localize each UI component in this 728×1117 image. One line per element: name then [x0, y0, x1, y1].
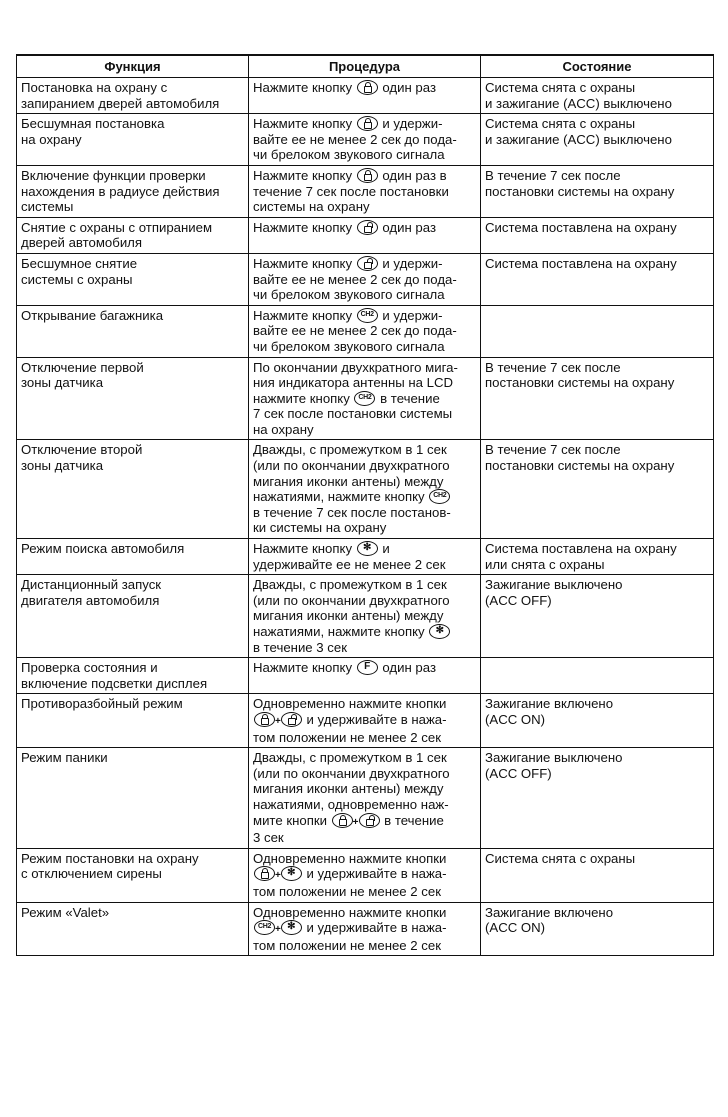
cell-line: течение 7 сек после постановки [253, 183, 449, 199]
function-cell [17, 902, 249, 956]
cell-line: Бесшумная постановка [21, 116, 165, 132]
procedure-cell [249, 575, 481, 658]
cell-line: нажатиями, одновременно наж- [253, 796, 449, 812]
procedure-cell [249, 217, 481, 253]
table-row [17, 357, 714, 440]
cell-line: нажмите кнопку CH2 в течение [253, 390, 440, 406]
cell-line: Бесшумное снятие [21, 255, 138, 271]
state-cell [481, 165, 714, 217]
cell-line: постановки системы на охрану [485, 458, 675, 474]
cell-line: постановки системы на охрану [485, 183, 675, 199]
cell-line: (ACC OFF) [485, 592, 552, 608]
table-row [17, 658, 714, 694]
cell-line: с отключением сирены [21, 866, 162, 882]
procedure-cell [249, 78, 481, 114]
state-cell [481, 305, 714, 357]
procedure-cell [249, 114, 481, 166]
ch2-button-icon: CH2 [254, 920, 275, 935]
asterisk-button-icon: ✻ [429, 624, 450, 639]
cell-line: или снята с охраны [485, 556, 605, 572]
cell-line: Нажмите кнопку F один раз [253, 660, 437, 676]
cell-line: Постановка на охрану с [21, 80, 168, 95]
cell-line: Одновременно нажмите кнопки [253, 904, 447, 920]
table-row [17, 440, 714, 539]
function-cell [17, 114, 249, 166]
cell-line: В течение 7 сек после [485, 359, 621, 375]
cell-line: Отключение второй [21, 442, 143, 458]
cell-line: Проверка состояния и [21, 660, 158, 676]
cell-line: на охрану [21, 131, 82, 147]
cell-line: Зажигание выключено [485, 750, 623, 766]
cell-line: Нажмите кнопку CH2 и удержи- [253, 307, 443, 323]
asterisk-button-icon: ✻ [281, 866, 302, 881]
cell-line: Отключение первой [21, 359, 144, 375]
cell-line: постановки системы на охрану [485, 375, 675, 391]
cell-line: CH2 + ✻ и удерживайте в нажа- [253, 920, 476, 938]
table-body [17, 78, 714, 956]
cell-line: Одновременно нажмите кнопки [253, 696, 447, 712]
state-cell [481, 539, 714, 575]
cell-line: Снятие с охраны с отпиранием [21, 219, 213, 235]
cell-line: том положении не менее 2 сек [253, 883, 441, 899]
state-cell [481, 253, 714, 305]
asterisk-button-icon: ✻ [357, 541, 378, 556]
function-cell [17, 217, 249, 253]
cell-line: зоны датчика [21, 375, 104, 391]
function-cell [17, 539, 249, 575]
cell-line: Нажмите кнопку один раз [253, 219, 437, 235]
cell-line: в течение 7 сек после постанов- [253, 504, 451, 520]
cell-line: зоны датчика [21, 458, 104, 474]
cell-line: дверей автомобиля [21, 235, 143, 251]
cell-line: и зажигание (ACC) выключено [485, 95, 672, 111]
cell-line: Режим поиска автомобиля [21, 541, 185, 557]
cell-line: Система снята с охраны [485, 116, 636, 132]
procedure-cell [249, 165, 481, 217]
state-cell [481, 114, 714, 166]
cell-line: системы на охрану [253, 199, 370, 215]
procedure-cell [249, 440, 481, 539]
cell-line: Нажмите кнопку и удержи- [253, 116, 443, 132]
function-cell [17, 357, 249, 440]
lock-closed-icon [357, 168, 378, 183]
cell-line: Нажмите кнопку один раз [253, 80, 437, 95]
lock-closed-icon [357, 80, 378, 95]
header-state: Состояние [481, 55, 714, 78]
function-cell [17, 305, 249, 357]
cell-line: мигания иконки антены) между [253, 781, 444, 797]
cell-line: Зажигание выключено [485, 577, 623, 593]
cell-line: Противоразбойный режим [21, 696, 183, 712]
cell-line: системы с охраны [21, 271, 133, 287]
function-cell [17, 658, 249, 694]
function-cell [17, 78, 249, 114]
lock-closed-icon [254, 866, 275, 881]
function-cell [17, 748, 249, 849]
cell-line: + и удерживайте в нажа- [253, 712, 476, 730]
procedure-cell [249, 658, 481, 694]
lock-closed-icon [332, 813, 353, 828]
cell-line: Система снята с охраны [485, 850, 636, 866]
table-row [17, 253, 714, 305]
cell-line: В течение 7 сек после [485, 442, 621, 458]
state-cell [481, 217, 714, 253]
procedure-cell [249, 539, 481, 575]
state-cell [481, 357, 714, 440]
cell-line: чи брелоком звукового сигнала [253, 287, 445, 303]
table-row [17, 748, 714, 849]
table-row [17, 848, 714, 902]
cell-line: Зажигание включено [485, 696, 614, 712]
cell-line: ки системы на охрану [253, 520, 387, 536]
procedure-cell [249, 748, 481, 849]
state-cell [481, 694, 714, 748]
state-cell [481, 848, 714, 902]
cell-line: (или по окончании двухкратного [253, 458, 450, 474]
cell-line: Система поставлена на охрану [485, 541, 677, 557]
table-row [17, 539, 714, 575]
lock-closed-icon [357, 116, 378, 131]
cell-line: Дважды, с промежутком в 1 сек [253, 577, 447, 593]
cell-line: чи брелоком звукового сигнала [253, 338, 445, 354]
lock-open-icon [357, 220, 378, 235]
cell-line: 7 сек после постановки системы [253, 406, 453, 422]
cell-line: на охрану [253, 421, 314, 437]
cell-line: ния индикатора антенны на LCD [253, 375, 454, 391]
cell-line: (или по окончании двухкратного [253, 592, 450, 608]
state-cell [481, 658, 714, 694]
lock-closed-icon [254, 712, 275, 727]
cell-line: и зажигание (ACC) выключено [485, 131, 672, 147]
cell-line: Режим постановки на охрану [21, 850, 199, 866]
function-table [16, 54, 714, 956]
procedure-cell [249, 305, 481, 357]
cell-line: Открывание багажника [21, 307, 164, 323]
lock-open-icon [281, 712, 302, 727]
header-procedure: Процедура [249, 55, 481, 78]
cell-line: мигания иконки антены) между [253, 608, 444, 624]
cell-line: Дважды, с промежутком в 1 сек [253, 750, 447, 766]
lock-open-icon [359, 813, 380, 828]
procedure-cell [249, 848, 481, 902]
cell-line: (или по окончании двухкратного [253, 765, 450, 781]
cell-line: мигания иконки антены) между [253, 473, 444, 489]
table-row [17, 575, 714, 658]
cell-line: Включение функции проверки [21, 167, 206, 183]
cell-line: вайте ее не менее 2 сек до пода- [253, 131, 457, 147]
cell-line: Зажигание включено [485, 904, 614, 920]
ch2-button-icon: CH2 [357, 308, 378, 323]
header-function: Функция [17, 55, 249, 78]
cell-line: (ACC OFF) [485, 765, 552, 781]
cell-line: чи брелоком звукового сигнала [253, 147, 445, 163]
function-cell [17, 253, 249, 305]
function-cell [17, 440, 249, 539]
function-cell [17, 694, 249, 748]
procedure-cell [249, 902, 481, 956]
cell-line: В течение 7 сек после [485, 167, 621, 183]
cell-line: том положении не менее 2 сек [253, 937, 441, 953]
cell-line: включение подсветки дисплея [21, 675, 208, 691]
ch2-button-icon: CH2 [354, 391, 375, 406]
cell-line: нажатиями, нажмите кнопку CH2 [253, 489, 476, 505]
cell-line: (ACC ON) [485, 711, 546, 727]
cell-line: в течение 3 сек [253, 639, 348, 655]
cell-line: Система поставлена на охрану [485, 255, 677, 271]
table-row [17, 694, 714, 748]
cell-line: Режим «Valet» [21, 904, 110, 920]
table-row [17, 902, 714, 956]
procedure-cell [249, 694, 481, 748]
cell-line: нажатиями, нажмите кнопку ✻ [253, 624, 476, 640]
function-cell [17, 165, 249, 217]
state-cell [481, 440, 714, 539]
f-button-icon: F [357, 660, 378, 675]
cell-line: + ✻ и удерживайте в нажа- [253, 866, 476, 884]
cell-line: Система снята с охраны [485, 80, 636, 95]
state-cell [481, 575, 714, 658]
table-header-row [17, 55, 714, 78]
cell-line: удерживайте ее не менее 2 сек [253, 556, 446, 572]
cell-line: Нажмите кнопку и удержи- [253, 255, 443, 271]
procedure-cell [249, 357, 481, 440]
cell-line: Одновременно нажмите кнопки [253, 850, 447, 866]
cell-line: Нажмите кнопку ✻ и [253, 541, 390, 557]
procedure-cell [249, 253, 481, 305]
cell-line: вайте ее не менее 2 сек до пода- [253, 323, 457, 339]
table-row [17, 165, 714, 217]
cell-line: 3 сек [253, 830, 284, 846]
cell-line: Система поставлена на охрану [485, 219, 677, 235]
cell-line: мите кнопки + в течение [253, 812, 444, 828]
cell-line: двигателя автомобиля [21, 592, 160, 608]
state-cell [481, 748, 714, 849]
cell-line: системы [21, 199, 74, 215]
cell-line: нахождения в радиусе действия [21, 183, 220, 199]
lock-open-icon [357, 256, 378, 271]
cell-line: По окончании двухкратного мига- [253, 359, 458, 375]
ch2-button-icon: CH2 [429, 489, 450, 504]
table-row [17, 78, 714, 114]
cell-line: вайте ее не менее 2 сек до пода- [253, 271, 457, 287]
function-cell [17, 575, 249, 658]
cell-line: Дистанционный запуск [21, 577, 162, 593]
cell-line: том положении не менее 2 сек [253, 729, 441, 745]
cell-line: запиранием дверей автомобиля [21, 95, 220, 111]
cell-line: Нажмите кнопку один раз в [253, 167, 447, 183]
cell-line: Дважды, с промежутком в 1 сек [253, 442, 447, 458]
table-row [17, 114, 714, 166]
table-row [17, 217, 714, 253]
asterisk-button-icon: ✻ [281, 920, 302, 935]
function-cell [17, 848, 249, 902]
state-cell [481, 78, 714, 114]
state-cell [481, 902, 714, 956]
cell-line: (ACC ON) [485, 920, 546, 936]
table-row [17, 305, 714, 357]
cell-line: Режим паники [21, 750, 108, 766]
